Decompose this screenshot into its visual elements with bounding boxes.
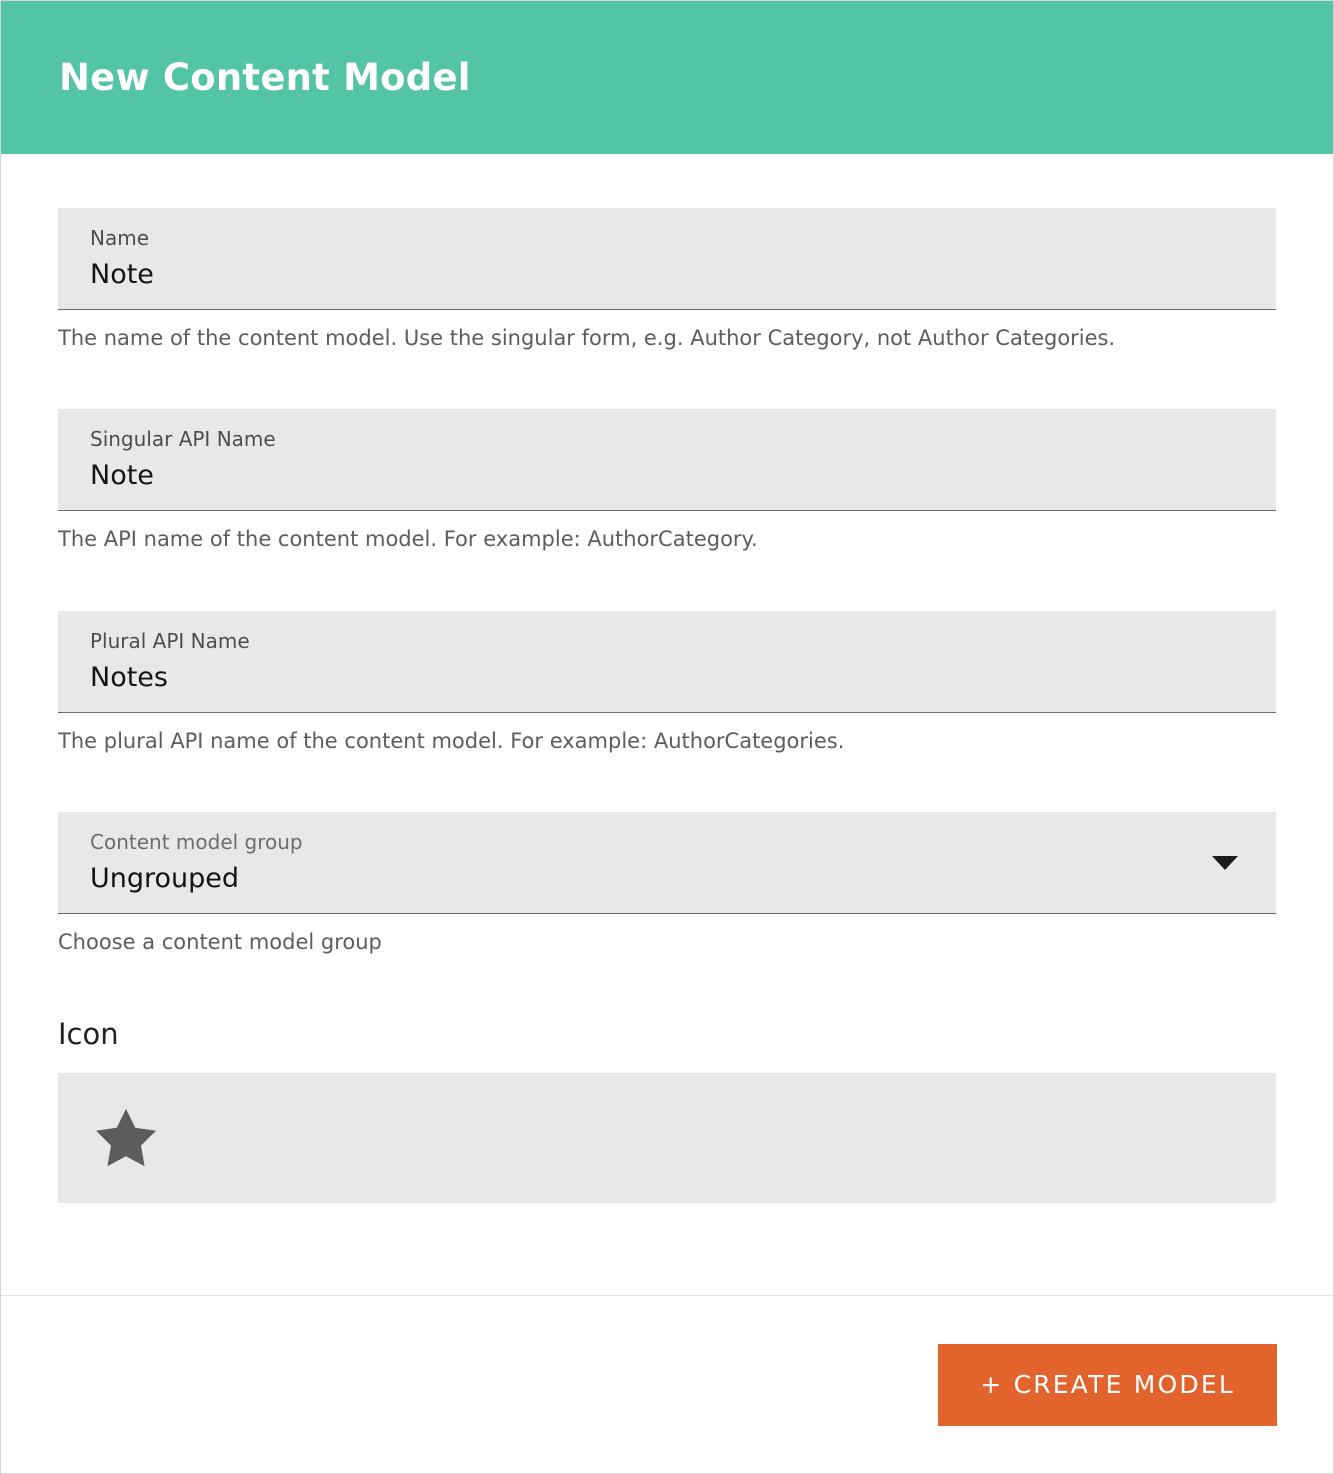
dialog-body bbox=[1, 154, 1333, 1295]
name-input-helper: The name of the content model. Use the singular form, e.g. Author Category, not Author Categories. bbox=[58, 326, 1116, 351]
singular-api-name-input[interactable] bbox=[58, 409, 1276, 511]
content-model-group-helper: Choose a content model group bbox=[58, 930, 382, 955]
name-input-value: Note bbox=[90, 259, 154, 290]
star-icon[interactable] bbox=[88, 1102, 164, 1174]
singular-api-name-value: Note bbox=[90, 460, 154, 492]
singular-api-name-helper: The API name of the content model. For example: AuthorCategory. bbox=[58, 527, 758, 552]
icon-section-title: Icon bbox=[58, 1016, 119, 1051]
page-title: New Content Model bbox=[59, 56, 471, 99]
plural-api-name-input[interactable] bbox=[58, 611, 1276, 713]
content-model-group-label: Content model group bbox=[90, 830, 303, 855]
create-model-button[interactable]: + CREATE MODEL bbox=[938, 1344, 1277, 1426]
content-model-group-value: Ungrouped bbox=[90, 863, 240, 895]
field-singular-api-name bbox=[58, 409, 1276, 553]
dialog-header bbox=[1, 1, 1333, 154]
chevron-down-icon[interactable] bbox=[1212, 856, 1238, 870]
field-name bbox=[58, 208, 1276, 352]
plural-api-name-value: Notes bbox=[90, 661, 168, 693]
dialog-footer bbox=[1, 1295, 1333, 1473]
icon-picker[interactable] bbox=[58, 1073, 1276, 1203]
content-model-group-select[interactable] bbox=[58, 812, 1276, 914]
plural-api-name-helper: The plural API name of the content model. For example: AuthorCategories. bbox=[58, 728, 845, 753]
singular-api-name-label: Singular API Name bbox=[90, 427, 276, 452]
name-input-label: Name bbox=[90, 226, 150, 250]
name-input[interactable] bbox=[58, 208, 1276, 310]
plural-api-name-label: Plural API Name bbox=[90, 628, 250, 653]
field-plural-api-name bbox=[58, 611, 1276, 755]
field-content-model-group bbox=[58, 812, 1276, 956]
